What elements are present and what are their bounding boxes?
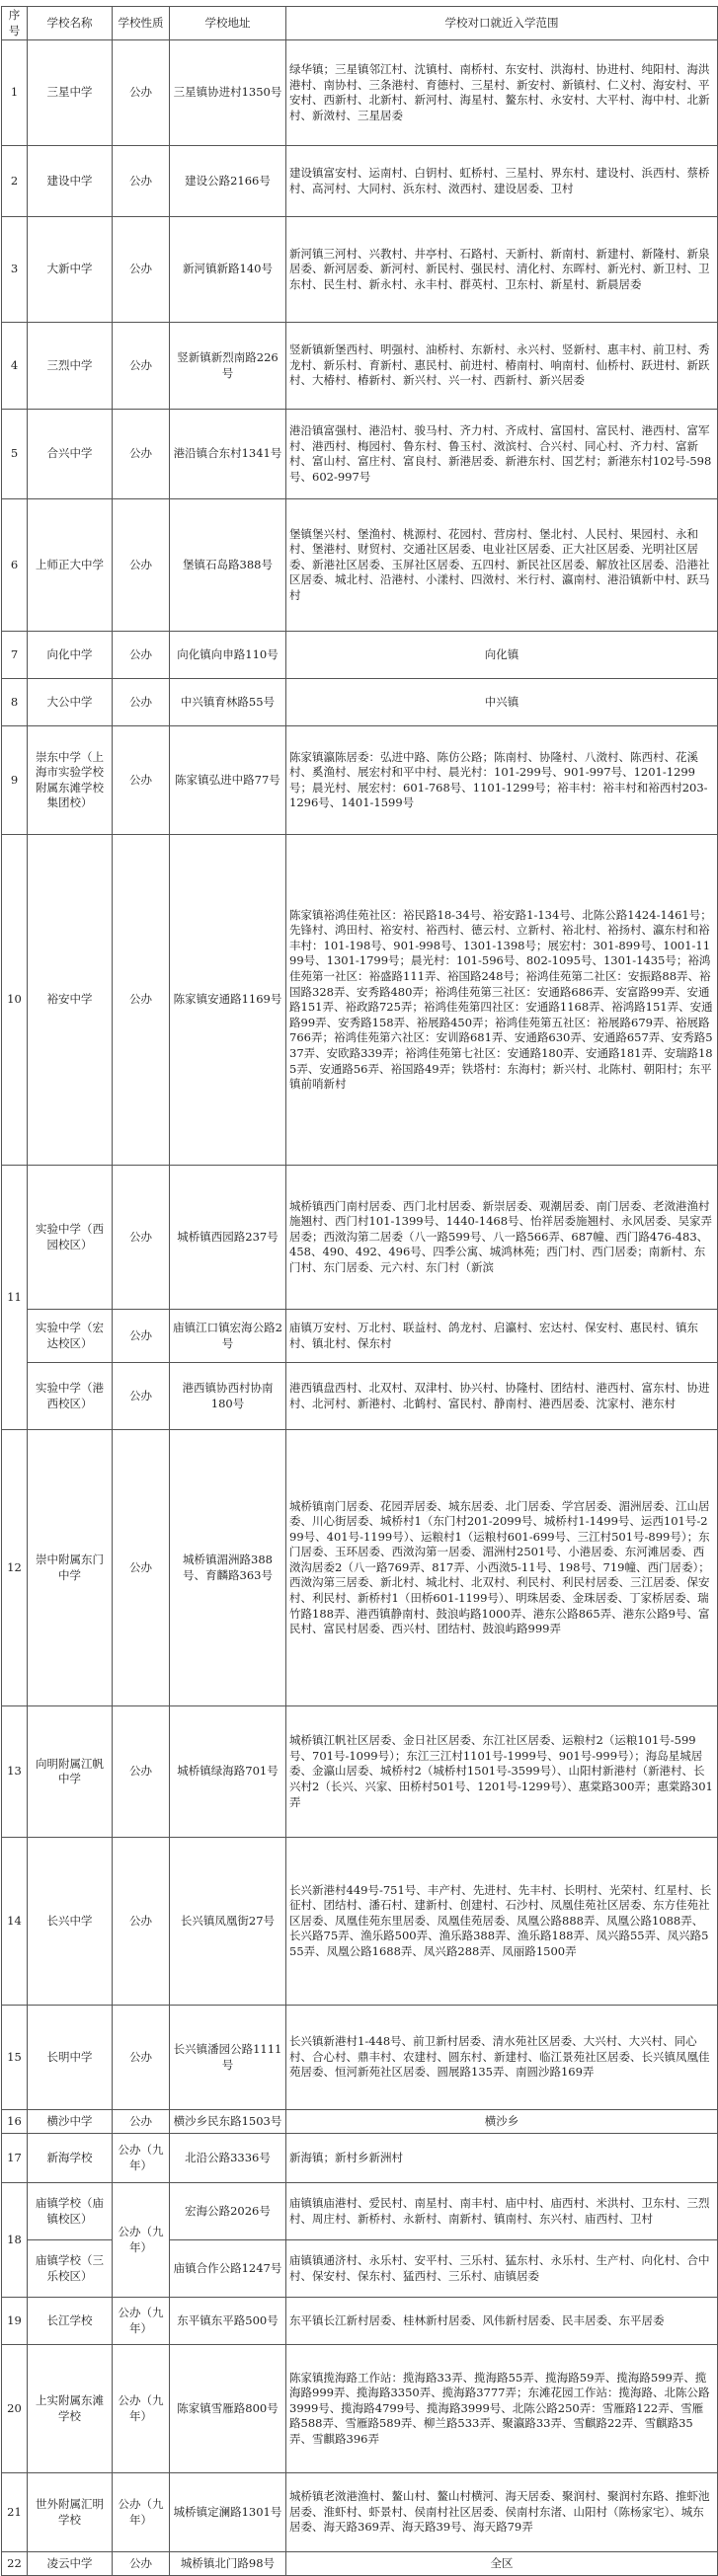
school-name: 大公中学: [28, 679, 113, 726]
school-address: 陈家镇弘进中路77号: [170, 726, 286, 835]
row-no: 6: [2, 499, 28, 632]
school-address: 向化镇向申路110号: [170, 632, 286, 679]
school-address: 城桥镇湄洲路388号、育麟路363号: [170, 1430, 286, 1706]
school-address: 堡镇石岛路388号: [170, 499, 286, 632]
admission-scope: 横沙乡: [286, 2110, 718, 2134]
school-name: 横沙中学: [28, 2110, 113, 2134]
school-nature: 公办: [113, 1706, 170, 1838]
school-nature: 公办: [113, 146, 170, 217]
school-name: 崇中附属东门中学: [28, 1430, 113, 1706]
row-no: 17: [2, 2134, 28, 2183]
admission-scope: 陈家镇瀛陈居委：弘进中路、陈仿公路；陈南村、协隆村、八滧村、陈西村、花溪村、奚渔村、展宏村和平中村、晨光村：101-299号、901-997号、1201-1299号；晨光村、展宏村：601-768号、1101-1299号；裕丰村：裕丰村和裕西村203-1296号、1401-1599号: [286, 726, 718, 835]
table-row: [2, 323, 718, 410]
header-scope: 学校对口就近入学范围: [286, 7, 718, 40]
row-no: 16: [2, 2110, 28, 2134]
table-row: [2, 2110, 718, 2134]
table-row: [2, 2345, 718, 2473]
school-nature: 公办: [113, 2552, 170, 2576]
table-row: [2, 40, 718, 146]
school-name: 崇东中学（上海市实验学校附属东滩学校集团校）: [28, 726, 113, 835]
row-no: 15: [2, 2006, 28, 2110]
row-no: 21: [2, 2473, 28, 2552]
admission-scope: 长兴新港村449号-751号、丰产村、先进村、先丰村、长明村、光荣村、红星村、长征村、团结村、潘石村、建新村、创建村、石沙村、凤凰佳苑社区居委、东方佳苑社区居委、凤凰佳苑东里居委、凤凰佳苑居委、凤凰公路888弄、凤凰公路1088弄、长兴路75弄、渔乐路500弄、渔乐路388弄、渔乐路188弄、凤兴路55弄、凤兴路555弄、凤凰公路1688弄、凤兴路288弄、凤丽路1500弄: [286, 1838, 718, 2006]
row-no: 4: [2, 323, 28, 410]
row-no: 3: [2, 217, 28, 323]
school-nature: 公办: [113, 323, 170, 410]
table-row: [2, 1706, 718, 1838]
row-no: 20: [2, 2345, 28, 2473]
school-nature: 公办（九年）: [113, 2134, 170, 2183]
table-row: [2, 726, 718, 835]
school-nature: 公办: [113, 835, 170, 1166]
school-nature: 公办: [113, 1310, 170, 1363]
admission-table-container: [1, 6, 717, 2570]
school-nature: 公办: [113, 1166, 170, 1310]
school-address: 城桥镇西园路237号: [170, 1166, 286, 1310]
table-row: [2, 1363, 718, 1430]
school-nature: 公办（九年）: [113, 2473, 170, 2552]
admission-scope: 城桥镇南门居委、花园弄居委、城东居委、北门居委、学宫居委、湄洲居委、江山居委、川心街居委、城桥村1（东门村201-2099号、城桥村1-1499号、运西101号-299号、401号-1199号）、运粮村1（运粮村601-699号、三江村501号-899号）；东门居委、玉环居委、西滧沟第一居委、湄洲村2501号、小港居委、东河滩居委、西滧沟居委2（八一路769弄、817弄、小西滧5-11号、198号、719幢、西门居委）；西滧沟第三居委、新北村、城北村、北双村、利民村、利民村居委、三江居委、保安村、利民村、新桥村1（田桥601-1199号）、明珠居委、金珠居委、丁家桥居委、瑞竹路188弄、港西镇静南村、鼓浪屿路1000弄、港东公路865弄、港东公路9号、富民村、富民村居委、西兴村、团结村、鼓浪屿路999弄: [286, 1430, 718, 1706]
school-address: 庙镇江口镇宏海公路2号: [170, 1310, 286, 1363]
admission-scope: 城桥镇老滧港渔村、鳌山村、鳌山村横河、海天居委、聚润村、聚润村东路、推虾池居委、淮虾村、虾景村、侯南村社区居委、侯南村东渚、山阳村（陈杨家宅）、城东居委、海天路369弄、海天路39号、海天路79弄: [286, 2473, 718, 2552]
school-name: 上师正大中学: [28, 499, 113, 632]
table-row: [2, 217, 718, 323]
table-row: [2, 2183, 718, 2240]
school-name: 大新中学: [28, 217, 113, 323]
school-name: 三烈中学: [28, 323, 113, 410]
school-address: 陈家镇雪雁路800号: [170, 2345, 286, 2473]
row-no: 18: [2, 2183, 28, 2298]
admission-scope: 新海镇；新村乡新洲村: [286, 2134, 718, 2183]
school-nature: 公办（九年）: [113, 2183, 170, 2298]
school-address: 三星镇协进村1350号: [170, 40, 286, 146]
table-row: [2, 1838, 718, 2006]
table-row: [2, 146, 718, 217]
table-row: [2, 679, 718, 726]
row-no: 9: [2, 726, 28, 835]
table-row: [2, 835, 718, 1166]
school-name: 向化中学: [28, 632, 113, 679]
header-nature: 学校性质: [113, 7, 170, 40]
table-header-row: [2, 7, 718, 40]
school-address: 北沿公路3336号: [170, 2134, 286, 2183]
admission-scope: 竖新镇新堡西村、明强村、油桥村、东新村、永兴村、竖新村、惠丰村、前卫村、秀龙村、新乐村、育新村、惠民村、前进村、椿南村、响南村、仙桥村、跃进村、新跃村、大椿村、椿新村、新兴村、兴一村、西新村、新兴居委: [286, 323, 718, 410]
admission-scope: 港沿镇富强村、港沿村、骏马村、齐力村、齐成村、富国村、富民村、港西村、富军村、港西村、梅园村、鲁东村、鲁玉村、滧滨村、合兴村、同心村、齐力村、富新村、富山村、富庄村、富良村、新港居委、新港东村、国艺村；新港东村102号-598号、602-997号: [286, 410, 718, 499]
school-name: 上实附属东滩学校: [28, 2345, 113, 2473]
table-row: [2, 499, 718, 632]
school-nature: 公办: [113, 2006, 170, 2110]
school-address: 陈家镇安通路1169号: [170, 835, 286, 1166]
admission-scope: 新河镇三河村、兴教村、井亭村、石路村、天新村、新南村、新建村、新隆村、新泉居委、新河居委、新河村、新民村、强民村、清化村、东晖村、新光村、新卫村、卫东村、民生村、新永村、永丰村、群英村、卫东村、新星村、新晨居委: [286, 217, 718, 323]
row-no: 12: [2, 1430, 28, 1706]
admission-scope: 港西镇盘西村、北双村、双津村、协兴村、协隆村、团结村、港西村、富东村、协进村、北河村、新港村、北鹤村、富民村、静南村、港西居委、沈家村、港东村: [286, 1363, 718, 1430]
school-nature: 公办: [113, 2110, 170, 2134]
school-address: 宏海公路2026号: [170, 2183, 286, 2240]
school-nature: 公办: [113, 217, 170, 323]
admission-scope: 中兴镇: [286, 679, 718, 726]
school-nature: 公办: [113, 632, 170, 679]
row-no: 1: [2, 40, 28, 146]
row-no: 7: [2, 632, 28, 679]
row-no: 19: [2, 2298, 28, 2345]
school-address: 城桥镇绿海路701号: [170, 1706, 286, 1838]
school-name: 裕安中学: [28, 835, 113, 1166]
admission-scope: 陈家镇裕鸿佳苑社区：裕民路18-34号、裕安路1-134号、北陈公路1424-1461号；先锋村、鸿田村、裕安村、裕西村、德云村、立新村、裕北村、裕扬村、瀛东村和裕丰村：101-198号、901-998号、1301-1398号；展宏村：301-899号、1001-1199号、1301-1799号；晨光村：101-596号、802-1095号、1301-1435号；裕鸿佳苑第一社区：裕盛路111弄、裕国路248号；裕鸿佳苑第二社区：安振路88弄、裕国路328弄、安秀路480弄；裕鸿佳苑第三社区：安通路686弄、安富路99弄、安通路151弄、裕政路725弄；裕鸿佳苑第四社区：安通路1168弄、裕鸿路151弄、安通路99弄、安秀路158弄、裕展路450弄；裕鸿佳苑第五社区：裕展路679弄、裕展路766弄；裕鸿佳苑第六社区：安训路681弄、安通路630弄、安通路657弄、安秀路537弄、安欧路339弄；裕鸿佳苑第七社区：安通路180弄、安通路181弄、安瑞路185弄、安通路56弄、裕国路49弄；铁塔村：东海村；新兴村、北陈村、朝阳村；东平镇前哨新村: [286, 835, 718, 1166]
admission-scope: 向化镇: [286, 632, 718, 679]
admission-scope: 庙镇镇通济村、永乐村、安平村、三乐村、猛东村、永乐村、生产村、向化村、合中村、保安村、保东村、猛西村、三乐村、庙镇居委: [286, 2240, 718, 2298]
school-address: 竖新镇新烈南路226号: [170, 323, 286, 410]
school-name: 向明附属江帆中学: [28, 1706, 113, 1838]
school-nature: 公办（九年）: [113, 2298, 170, 2345]
school-name: 长明中学: [28, 2006, 113, 2110]
school-nature: 公办: [113, 40, 170, 146]
school-name: 长兴中学: [28, 1838, 113, 2006]
school-nature: 公办: [113, 499, 170, 632]
school-name: 庙镇学校（庙镇校区）: [28, 2183, 113, 2240]
school-nature: 公办: [113, 410, 170, 499]
table-row: [2, 1430, 718, 1706]
table-row: [2, 2298, 718, 2345]
school-name: 三星中学: [28, 40, 113, 146]
school-admission-table: [1, 6, 718, 2576]
admission-scope: 全区: [286, 2552, 718, 2576]
school-name: 实验中学（西园校区）: [28, 1166, 113, 1310]
school-address: 港沿镇合东村1341号: [170, 410, 286, 499]
school-address: 城桥镇定澜路1301号: [170, 2473, 286, 2552]
school-address: 横沙乡民东路1503号: [170, 2110, 286, 2134]
school-nature: 公办: [113, 726, 170, 835]
school-address: 庙镇合作公路1247号: [170, 2240, 286, 2298]
school-name: 世外附属汇明学校: [28, 2473, 113, 2552]
school-address: 港西镇协西村协南180号: [170, 1363, 286, 1430]
admission-scope: 城桥镇西门南村居委、西门北村居委、新崇居委、观潮居委、南门居委、老滧港渔村施翘村、西门村101-1399号、1440-1468号、怡祥居委施翘村、永风居委、吴家弄居委；西滧沟第二居委（八一路599号、八一路566弄、687幢、西门路476-483、458、490、492、496号、四季公寓、城鸿林苑；西门村、西门居委；南新村、东门村、东门居委、元六村、东门村（新滨: [286, 1166, 718, 1310]
school-name: 实验中学（港西校区）: [28, 1363, 113, 1430]
admission-scope: 长兴镇新港村1-448号、前卫新村居委、清水苑社区居委、大兴村、大兴村、同心村、合心村、鼎丰村、农建村、圆东村、新建村、临江景苑社区居委、长兴镇凤凰佳苑居委、恒河新苑社区居委、圆展路135弄、南圆沙路169弄: [286, 2006, 718, 2110]
school-nature: 公办: [113, 1838, 170, 2006]
row-no: 22: [2, 2552, 28, 2576]
table-row: [2, 2552, 718, 2576]
table-row: [2, 1310, 718, 1363]
table-row: [2, 2134, 718, 2183]
admission-scope: 城桥镇江帆社区居委、金日社区居委、东江社区居委、运粮村2（运粮101号-599号、701号-1099号）；东江三江村1101号-1999号、901号-999号）；海岛星城居委、金瀛山居委、城桥村2（城桥村1501号-3599号）、山阳村新港村（新港村、长兴村2（长兴、兴家、田桥村501号、1201号-1299号）、惠棠路300弄；惠棠路301弄: [286, 1706, 718, 1838]
school-nature: 公办: [113, 1430, 170, 1706]
admission-scope: 堡镇堡兴村、堡渔村、桃源村、花园村、营房村、堡北村、人民村、果园村、永和村、堡港村、财贸村、交通社区居委、电业社区居委、正大社区居委、光明社区居委、新港社区居委、玉屏社区居委、五四村、新民社区居委、解放社区居委、沿港社区居委、城北村、沿港村、小漾村、四滧村、米行村、瀛南村、港沿镇新中村、跃马村: [286, 499, 718, 632]
school-address: 新河镇新路140号: [170, 217, 286, 323]
table-row: [2, 410, 718, 499]
table-row: [2, 632, 718, 679]
table-row: [2, 1166, 718, 1310]
school-address: 城桥镇北门路98号: [170, 2552, 286, 2576]
admission-scope: 庙镇镇庙港村、爱民村、南星村、南丰村、庙中村、庙西村、米洪村、卫东村、三烈村、周庄村、新桥村、永新村、南新村、镇南村、东兴村、庙西村、卫村: [286, 2183, 718, 2240]
table-row: [2, 2473, 718, 2552]
school-nature: 公办: [113, 679, 170, 726]
school-name: 实验中学（宏达校区）: [28, 1310, 113, 1363]
admission-scope: 庙镇万安村、万北村、联益村、鸽龙村、启瀛村、宏达村、保安村、惠民村、镇东村、镇北村、保东村: [286, 1310, 718, 1363]
admission-scope: 建设镇富安村、运南村、白钥村、虹桥村、三星村、界东村、建设村、浜西村、蔡桥村、高河村、大同村、浜东村、滧西村、建设居委、卫村: [286, 146, 718, 217]
school-nature: 公办: [113, 1363, 170, 1430]
school-name: 建设中学: [28, 146, 113, 217]
school-name: 长江学校: [28, 2298, 113, 2345]
header-address: 学校地址: [170, 7, 286, 40]
school-name: 庙镇学校（三乐校区）: [28, 2240, 113, 2298]
school-address: 长兴镇凤凰街27号: [170, 1838, 286, 2006]
school-nature: 公办（九年）: [113, 2345, 170, 2473]
admission-scope: 东平镇长江新村居委、桂林新村居委、风伟新村居委、民丰居委、东平居委: [286, 2298, 718, 2345]
row-no: 8: [2, 679, 28, 726]
school-name: 合兴中学: [28, 410, 113, 499]
row-no: 10: [2, 835, 28, 1166]
row-no: 13: [2, 1706, 28, 1838]
admission-scope: 绿华镇；三星镇邻江村、沈镇村、南桥村、东安村、洪海村、协进村、纯阳村、海洪港村、南协村、三条港村、育德村、三星村、新安村、新镇村、仁义村、海安村、平安村、西新村、北新村、新河村、海星村、鳌东村、永安村、大平村、海中村、北新村、新滧村、三星居委: [286, 40, 718, 146]
row-no: 2: [2, 146, 28, 217]
admission-scope: 陈家镇揽海路工作站：揽海路33弄、揽海路55弄、揽海路59弄、揽海路599弄、揽海路999弄、揽海路3350弄、揽海路3777弄；东滩花园工作站：揽海路、北陈公路3999号、揽海路4799号、揽海路3999号、北陈公路250弄：雪雁路122弄、雪雁路588弄、雪雁路589弄、柳兰路533弄、聚瀛路33弄、雪麒路22弄、雪麒路35弄、雪麒路396弄: [286, 2345, 718, 2473]
table-row: [2, 2006, 718, 2110]
row-no: 11: [2, 1166, 28, 1430]
school-address: 长兴镇潘园公路1111号: [170, 2006, 286, 2110]
school-name: 新海学校: [28, 2134, 113, 2183]
header-name: 学校名称: [28, 7, 113, 40]
school-address: 建设公路2166号: [170, 146, 286, 217]
school-address: 中兴镇育林路55号: [170, 679, 286, 726]
school-name: 凌云中学: [28, 2552, 113, 2576]
row-no: 5: [2, 410, 28, 499]
header-no: 序号: [2, 7, 28, 40]
row-no: 14: [2, 1838, 28, 2006]
table-row: [2, 2240, 718, 2298]
school-address: 东平镇东平路500号: [170, 2298, 286, 2345]
